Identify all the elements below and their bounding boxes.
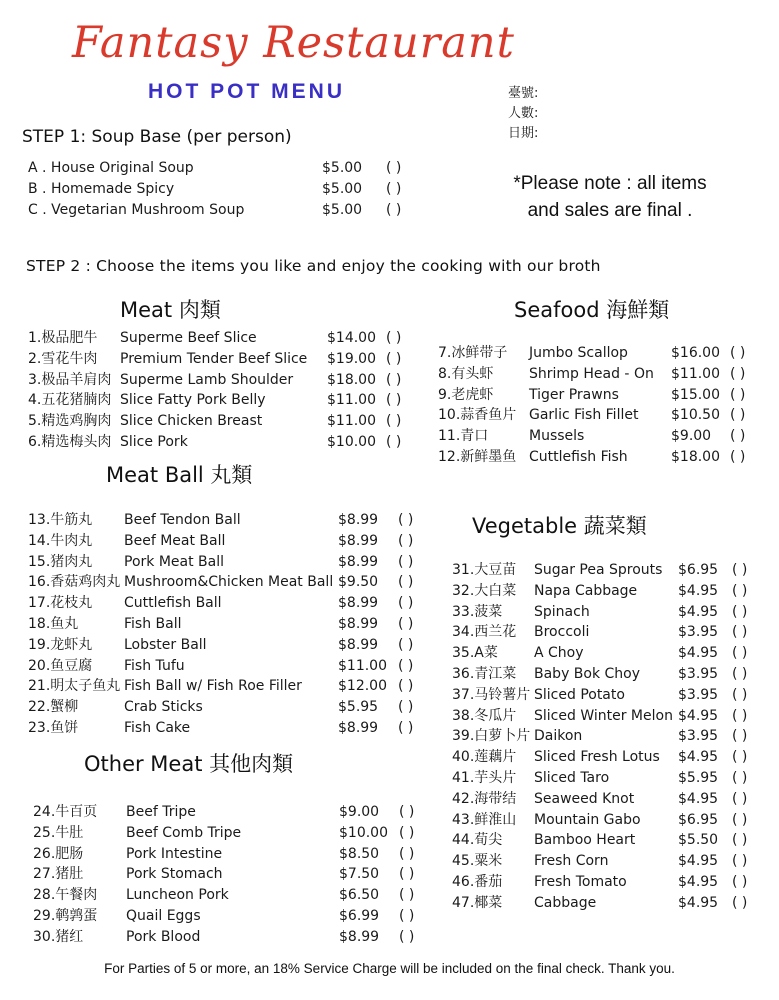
item-en: Superme Lamb Shoulder <box>120 371 294 388</box>
item-price: $11.00 <box>338 657 387 674</box>
order-checkbox[interactable]: ( ) <box>732 790 748 807</box>
list-item <box>452 893 772 914</box>
order-checkbox[interactable]: ( ) <box>730 345 746 361</box>
soup-base-list <box>28 158 428 221</box>
item-price: $8.99 <box>338 595 379 612</box>
item-price: $8.99 <box>339 928 380 945</box>
order-checkbox[interactable]: ( ) <box>398 615 414 632</box>
item-price: $10.00 <box>327 433 376 450</box>
order-checkbox[interactable]: ( ) <box>399 887 415 904</box>
item-cn: 7.冰鲜带子 <box>438 345 508 361</box>
item-en: Fish Ball w/ Fish Roe Filler <box>124 678 302 695</box>
menu-title: HOT POT MENU <box>148 80 345 103</box>
item-en: Sliced Fresh Lotus <box>534 749 660 766</box>
order-checkbox[interactable]: ( ) <box>386 202 402 218</box>
table-number-label: 臺號: <box>508 86 539 101</box>
item-cn: 30.猪红 <box>33 928 84 945</box>
item-cn: 47.椰菜 <box>452 894 503 911</box>
final-sale-note <box>480 170 740 224</box>
order-checkbox[interactable]: ( ) <box>730 365 746 382</box>
list-item <box>28 697 428 718</box>
order-checkbox[interactable]: ( ) <box>386 392 402 409</box>
note-line-1: *Please note : all items <box>513 173 707 194</box>
item-price: $6.50 <box>339 887 380 904</box>
item-en: Beef Tendon Ball <box>124 512 241 528</box>
order-checkbox[interactable]: ( ) <box>732 749 748 766</box>
item-cn: 13.牛筋丸 <box>28 512 93 528</box>
item-en: Superme Beef Slice <box>120 330 257 346</box>
item-price: $14.00 <box>327 330 376 346</box>
item-cn: 3.极品羊肩肉 <box>28 371 112 388</box>
order-checkbox[interactable]: ( ) <box>732 894 748 911</box>
list-item <box>33 885 433 906</box>
order-checkbox[interactable]: ( ) <box>386 413 402 430</box>
item-price: $8.99 <box>338 636 379 653</box>
order-checkbox[interactable]: ( ) <box>730 386 746 403</box>
list-item <box>33 823 433 844</box>
item-en: Sliced Taro <box>534 769 610 786</box>
order-checkbox[interactable]: ( ) <box>399 866 415 883</box>
soup-name: A . House Original Soup <box>28 160 194 176</box>
item-cn: 28.午餐肉 <box>33 887 98 904</box>
item-cn: 11.青口 <box>438 428 489 445</box>
item-en: Shrimp Head - On <box>529 365 654 382</box>
list-item <box>438 426 768 447</box>
order-checkbox[interactable]: ( ) <box>386 371 402 388</box>
item-cn: 23.鱼饼 <box>28 719 79 736</box>
order-checkbox[interactable]: ( ) <box>732 707 748 724</box>
order-checkbox[interactable]: ( ) <box>398 636 414 653</box>
item-price: $6.95 <box>678 562 719 578</box>
item-price: $9.50 <box>338 574 379 591</box>
item-price: $11.00 <box>327 413 376 430</box>
item-en: Fish Cake <box>124 719 191 736</box>
party-size-label: 人數: <box>508 106 539 121</box>
list-item <box>33 844 433 865</box>
item-en: Beef Meat Ball <box>124 532 226 549</box>
item-cn: 2.雪花牛肉 <box>28 350 98 367</box>
item-price: $11.00 <box>327 392 376 409</box>
list-item <box>452 830 772 851</box>
item-en: Quail Eggs <box>126 907 201 924</box>
item-cn: 19.龙虾丸 <box>28 636 93 653</box>
order-checkbox[interactable]: ( ) <box>398 553 414 570</box>
order-checkbox[interactable]: ( ) <box>730 428 746 445</box>
order-checkbox[interactable]: ( ) <box>732 832 748 849</box>
item-en: Tiger Prawns <box>529 386 619 403</box>
item-price: $8.99 <box>338 615 379 632</box>
list-item <box>28 411 418 432</box>
item-en: Sliced Winter Melon <box>534 707 673 724</box>
item-price: $15.00 <box>671 386 720 403</box>
item-price: $4.95 <box>678 749 719 766</box>
item-cn: 46.番茄 <box>452 873 503 890</box>
item-cn: 44.荀尖 <box>452 832 503 849</box>
item-en: A Choy <box>534 645 584 662</box>
item-en: Lobster Ball <box>124 636 207 653</box>
soup-name: B . Homemade Spicy <box>28 181 175 197</box>
meat-list <box>28 328 418 453</box>
item-price: $11.00 <box>671 365 720 382</box>
list-item <box>28 370 418 391</box>
list-item <box>28 718 428 739</box>
list-item <box>452 643 772 664</box>
item-cn: 31.大豆苗 <box>452 562 517 578</box>
item-price: $3.95 <box>678 728 719 745</box>
list-item <box>33 802 433 823</box>
list-item <box>28 158 428 179</box>
order-checkbox[interactable]: ( ) <box>732 603 748 620</box>
list-item <box>28 328 418 349</box>
item-price: $3.95 <box>678 665 719 682</box>
item-cn: 36.青江菜 <box>452 665 517 682</box>
order-checkbox[interactable]: ( ) <box>386 330 402 346</box>
order-checkbox[interactable]: ( ) <box>398 532 414 549</box>
list-item <box>438 447 768 468</box>
soup-name: C . Vegetarian Mushroom Soup <box>28 202 245 218</box>
order-checkbox[interactable]: ( ) <box>732 769 748 786</box>
item-price: $4.95 <box>678 603 719 620</box>
item-cn: 41.芋头片 <box>452 769 517 786</box>
step2-heading: STEP 2 : Choose the items you like and enjoy the cooking with our broth <box>26 257 601 275</box>
order-checkbox[interactable]: ( ) <box>399 845 415 862</box>
item-cn: 4.五花猪腩肉 <box>28 392 112 409</box>
list-item <box>452 810 772 831</box>
list-item <box>452 747 772 768</box>
item-en: Bamboo Heart <box>534 832 636 849</box>
item-en: Cuttlefish Fish <box>529 448 628 465</box>
item-en: Crab Sticks <box>124 699 203 716</box>
item-cn: 39.白萝卜片 <box>452 728 531 745</box>
item-en: Spinach <box>534 603 590 620</box>
meatball-list <box>28 510 428 739</box>
date-label: 日期: <box>508 126 539 141</box>
order-checkbox[interactable]: ( ) <box>732 645 748 662</box>
list-item <box>28 531 428 552</box>
meatball-section-title: Meat Ball 丸類 <box>106 463 253 487</box>
order-checkbox[interactable]: ( ) <box>732 873 748 890</box>
item-en: Mussels <box>529 428 585 445</box>
item-price: $4.95 <box>678 707 719 724</box>
list-item <box>452 622 772 643</box>
item-price: $18.00 <box>327 371 376 388</box>
restaurant-name: Fantasy Restaurant <box>72 18 515 68</box>
note-line-2: and sales are final . <box>527 200 693 221</box>
list-item <box>452 768 772 789</box>
order-checkbox[interactable]: ( ) <box>386 181 402 197</box>
item-cn: 6.精选梅头肉 <box>28 433 112 450</box>
order-checkbox[interactable]: ( ) <box>399 804 415 820</box>
item-en: Fish Ball <box>124 615 182 632</box>
list-item <box>452 872 772 893</box>
item-price: $5.50 <box>678 832 719 849</box>
vegetable-list <box>452 560 772 914</box>
vegetable-section-title: Vegetable 蔬菜類 <box>472 514 647 538</box>
item-price: $18.00 <box>671 448 720 465</box>
item-en: Luncheon Pork <box>126 887 229 904</box>
item-cn: 25.牛肚 <box>33 824 84 841</box>
item-en: Cuttlefish Ball <box>124 595 222 612</box>
item-price: $9.00 <box>671 428 712 445</box>
item-price: $6.99 <box>339 907 380 924</box>
item-en: Beef Comb Tripe <box>126 824 242 841</box>
order-checkbox[interactable]: ( ) <box>398 512 414 528</box>
list-item <box>28 432 418 453</box>
item-cn: 20.鱼豆腐 <box>28 657 93 674</box>
order-checkbox[interactable]: ( ) <box>732 665 748 682</box>
item-en: Sliced Potato <box>534 686 625 703</box>
item-en: Slice Pork <box>120 433 188 450</box>
list-item <box>452 664 772 685</box>
item-price: $8.99 <box>338 532 379 549</box>
list-item <box>452 851 772 872</box>
list-item <box>438 385 768 406</box>
order-checkbox[interactable]: ( ) <box>732 728 748 745</box>
item-cn: 26.肥肠 <box>33 845 84 862</box>
item-price: $8.99 <box>338 553 379 570</box>
order-checkbox[interactable]: ( ) <box>732 624 748 641</box>
table-info <box>508 84 538 144</box>
list-item <box>452 789 772 810</box>
list-item <box>28 614 428 635</box>
item-price: $4.95 <box>678 790 719 807</box>
order-checkbox[interactable]: ( ) <box>386 160 402 176</box>
item-price: $7.50 <box>339 866 380 883</box>
item-en: Daikon <box>534 728 583 745</box>
item-price: $10.50 <box>671 407 720 424</box>
order-checkbox[interactable]: ( ) <box>732 582 748 599</box>
item-price: $5.95 <box>678 769 719 786</box>
othermeat-section-title: Other Meat 其他肉類 <box>84 752 294 776</box>
item-price: $8.99 <box>338 512 379 528</box>
list-item <box>452 602 772 623</box>
list-item <box>28 593 428 614</box>
item-en: Beef Tripe <box>126 804 196 820</box>
item-price: $16.00 <box>671 345 720 361</box>
list-item <box>28 552 428 573</box>
list-item <box>33 864 433 885</box>
item-cn: 38.冬瓜片 <box>452 707 517 724</box>
list-item <box>452 685 772 706</box>
item-cn: 10.蒜香鱼片 <box>438 407 517 424</box>
item-cn: 45.粟米 <box>452 853 503 870</box>
item-cn: 14.牛肉丸 <box>28 532 93 549</box>
item-cn: 33.菠菜 <box>452 603 503 620</box>
list-item <box>28 179 428 200</box>
order-checkbox[interactable]: ( ) <box>398 574 414 591</box>
item-cn: 17.花枝丸 <box>28 595 93 612</box>
item-en: Fish Tufu <box>124 657 185 674</box>
list-item <box>28 349 418 370</box>
list-item <box>28 510 428 531</box>
list-item <box>28 656 428 677</box>
list-item <box>33 927 433 948</box>
item-en: Premium Tender Beef Slice <box>120 350 308 367</box>
item-en: Cabbage <box>534 894 597 911</box>
item-cn: 24.牛百页 <box>33 804 98 820</box>
order-checkbox[interactable]: ( ) <box>398 595 414 612</box>
item-price: $10.00 <box>339 824 388 841</box>
item-en: Sugar Pea Sprouts <box>534 562 663 578</box>
list-item <box>452 726 772 747</box>
list-item <box>452 581 772 602</box>
order-checkbox[interactable]: ( ) <box>398 699 414 716</box>
list-item <box>28 676 428 697</box>
order-checkbox[interactable]: ( ) <box>386 433 402 450</box>
item-cn: 1.极品肥牛 <box>28 330 98 346</box>
item-cn: 8.有头虾 <box>438 365 494 382</box>
list-item <box>28 390 418 411</box>
list-item <box>33 906 433 927</box>
order-checkbox[interactable]: ( ) <box>732 853 748 870</box>
item-cn: 22.蟹柳 <box>28 699 79 716</box>
list-item <box>438 405 768 426</box>
item-price: $8.50 <box>339 845 380 862</box>
item-price: $8.99 <box>338 719 379 736</box>
order-checkbox[interactable]: ( ) <box>399 824 415 841</box>
item-en: Seaweed Knot <box>534 790 635 807</box>
item-cn: 37.马铃薯片 <box>452 686 531 703</box>
item-en: Pork Blood <box>126 928 201 945</box>
order-checkbox[interactable]: ( ) <box>398 657 414 674</box>
item-cn: 32.大白菜 <box>452 582 517 599</box>
item-en: Pork Meat Ball <box>124 553 224 570</box>
seafood-list <box>438 343 768 468</box>
item-en: Fresh Tomato <box>534 873 627 890</box>
item-en: Jumbo Scallop <box>529 345 628 361</box>
item-cn: 43.鲜淮山 <box>452 811 517 828</box>
order-checkbox[interactable]: ( ) <box>386 350 402 367</box>
list-item <box>438 364 768 385</box>
order-checkbox[interactable]: ( ) <box>732 811 748 828</box>
item-price: $9.00 <box>339 804 380 820</box>
step1-heading: STEP 1: Soup Base (per person) <box>22 127 292 147</box>
item-price: $3.95 <box>678 686 719 703</box>
list-item <box>28 200 428 221</box>
item-cn: 15.猪肉丸 <box>28 553 93 570</box>
item-en: Pork Intestine <box>126 845 223 862</box>
order-checkbox[interactable]: ( ) <box>730 407 746 424</box>
order-checkbox[interactable]: ( ) <box>398 678 414 695</box>
soup-price: $5.00 <box>322 202 363 218</box>
item-cn: 42.海带结 <box>452 790 517 807</box>
item-en: Mushroom&Chicken Meat Ball <box>124 574 334 591</box>
list-item <box>28 572 428 593</box>
item-en: Pork Stomach <box>126 866 223 883</box>
item-cn: 29.鹌鹑蛋 <box>33 907 98 924</box>
item-cn: 5.精选鸡胸肉 <box>28 413 112 430</box>
meat-section-title: Meat 肉類 <box>120 298 221 322</box>
item-en: Broccoli <box>534 624 590 641</box>
list-item <box>438 343 768 364</box>
item-en: Mountain Gabo <box>534 811 641 828</box>
order-checkbox[interactable]: ( ) <box>398 719 414 736</box>
item-price: $5.95 <box>338 699 379 716</box>
item-cn: 9.老虎虾 <box>438 386 494 403</box>
list-item <box>452 560 772 581</box>
item-cn: 35.A菜 <box>452 645 498 662</box>
item-cn: 21.明太子鱼丸 <box>28 678 121 695</box>
item-cn: 40.莲藕片 <box>452 749 517 766</box>
order-checkbox[interactable]: ( ) <box>732 562 748 578</box>
item-price: $19.00 <box>327 350 376 367</box>
soup-price: $5.00 <box>322 181 363 197</box>
item-cn: 18.鱼丸 <box>28 615 79 632</box>
item-en: Napa Cabbage <box>534 582 638 599</box>
item-cn: 12.新鲜墨鱼 <box>438 448 517 465</box>
seafood-section-title: Seafood 海鮮類 <box>514 298 670 322</box>
item-en: Garlic Fish Fillet <box>529 407 639 424</box>
item-cn: 27.猪肚 <box>33 866 84 883</box>
item-price: $4.95 <box>678 582 719 599</box>
item-en: Slice Chicken Breast <box>120 413 263 430</box>
item-price: $4.95 <box>678 894 719 911</box>
item-price: $6.95 <box>678 811 719 828</box>
item-cn: 34.西兰花 <box>452 624 517 641</box>
service-charge-footer: For Parties of 5 or more, an 18% Service Charge will be included on the final check. Thank you. <box>104 961 675 976</box>
item-price: $4.95 <box>678 645 719 662</box>
item-en: Fresh Corn <box>534 853 609 870</box>
order-checkbox[interactable]: ( ) <box>399 928 415 945</box>
order-checkbox[interactable]: ( ) <box>732 686 748 703</box>
item-en: Slice Fatty Pork Belly <box>120 392 266 409</box>
item-en: Baby Bok Choy <box>534 665 641 682</box>
item-price: $4.95 <box>678 853 719 870</box>
item-price: $12.00 <box>338 678 387 695</box>
item-cn: 16.香菇鸡肉丸 <box>28 574 121 591</box>
order-checkbox[interactable]: ( ) <box>399 907 415 924</box>
item-price: $3.95 <box>678 624 719 641</box>
othermeat-list <box>33 802 433 948</box>
list-item <box>452 706 772 727</box>
order-checkbox[interactable]: ( ) <box>730 448 746 465</box>
soup-price: $5.00 <box>322 160 363 176</box>
item-price: $4.95 <box>678 873 719 890</box>
list-item <box>28 635 428 656</box>
